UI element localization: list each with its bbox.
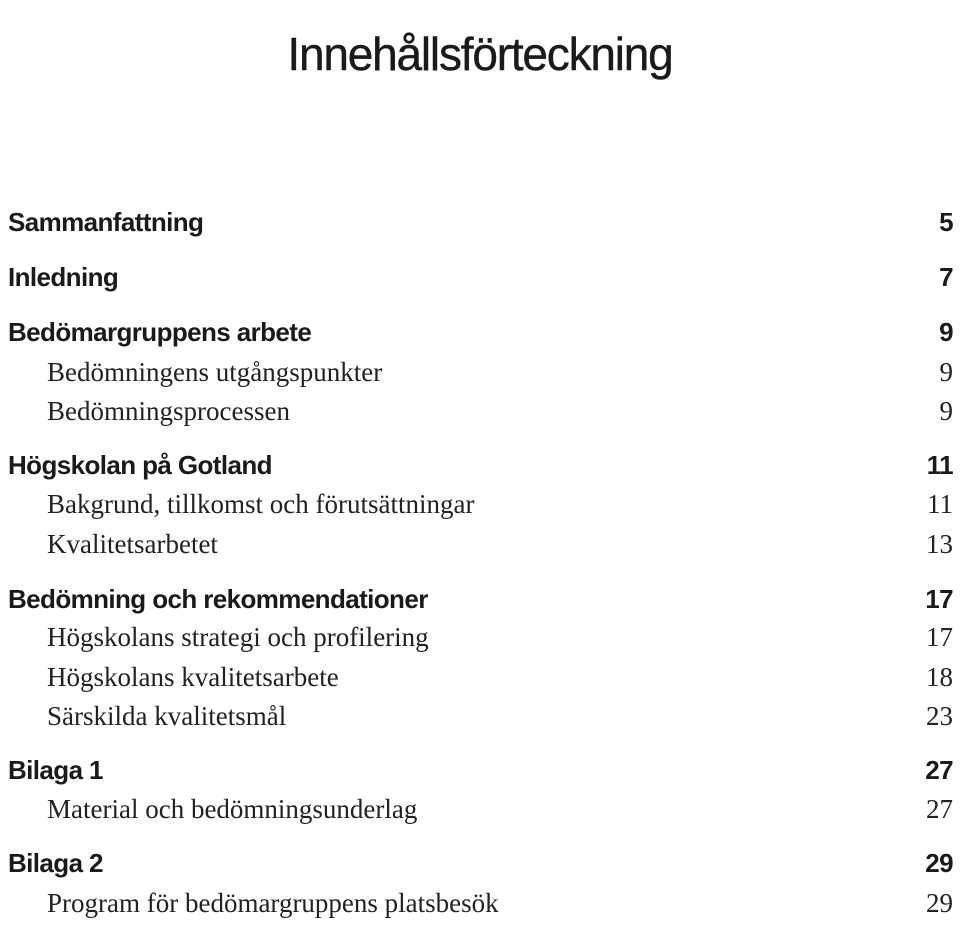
toc-entry-page: 7 [939, 262, 953, 292]
toc-entry-page: 17 [925, 584, 953, 614]
toc-subsection-kvalitetsarbetet[interactable] [47, 529, 953, 559]
toc-entry-label: Bilaga 1 [8, 755, 103, 785]
toc-entry-page: 11 [926, 450, 953, 480]
toc-entry-page: 18 [926, 662, 953, 692]
toc-entry-label: Kvalitetsarbetet [47, 529, 218, 559]
toc-section-bilaga-2[interactable] [8, 848, 953, 878]
toc-subsection-bedomningens-utgangspunkter[interactable] [47, 357, 953, 387]
toc-entry-page: 23 [926, 701, 953, 731]
toc-entry-label: Bedömning och rekommendationer [8, 584, 428, 614]
toc-subsection-strategi-och-profilering[interactable] [47, 622, 953, 652]
toc-section-bedomning-och-rekommendationer[interactable] [8, 584, 953, 614]
toc-section-hogskolan-pa-gotland[interactable] [8, 450, 953, 480]
toc-entry-label: Högskolans strategi och profilering [47, 622, 429, 652]
toc-entry-label: Högskolan på Gotland [8, 450, 272, 480]
toc-subsection-bedomningsprocessen[interactable] [47, 396, 953, 426]
toc-entry-label: Program för bedömargruppens platsbesök [47, 888, 499, 918]
page-title: Innehållsförteckning [287, 27, 673, 80]
toc-entry-label: Bedömningens utgångspunkter [47, 357, 383, 387]
toc-section-inledning[interactable] [8, 262, 953, 292]
toc-entry-page: 29 [926, 888, 953, 918]
toc-entry-page: 17 [926, 622, 953, 652]
toc-entry-label: Bedömningsprocessen [47, 396, 290, 426]
toc-entry-label: Högskolans kvalitetsarbete [47, 662, 339, 692]
toc-subsection-hogskolans-kvalitetsarbete[interactable] [47, 662, 953, 692]
toc-entry-page: 9 [939, 396, 953, 426]
toc-entry-page: 9 [939, 317, 953, 347]
toc-subsection-program-platsbesok[interactable] [47, 888, 953, 918]
toc-entry-page: 13 [926, 529, 953, 559]
toc-entry-page: 27 [925, 755, 953, 785]
toc-entry-page: 5 [939, 207, 953, 237]
toc-entry-label: Sammanfattning [8, 207, 204, 237]
toc-entry-page: 11 [927, 489, 953, 519]
toc-entry-page: 27 [926, 794, 953, 824]
toc-section-bilaga-1[interactable] [8, 755, 953, 785]
toc-section-sammanfattning[interactable] [8, 207, 953, 237]
toc-entry-label: Bilaga 2 [8, 848, 103, 878]
toc-entry-label: Bedömargruppens arbete [8, 317, 312, 347]
toc-entry-page: 9 [939, 357, 953, 387]
toc-subsection-sarskilda-kvalitetsmal[interactable] [47, 701, 953, 731]
toc-section-bedomargruppens-arbete[interactable] [8, 317, 953, 347]
toc-subsection-bakgrund[interactable] [47, 489, 953, 519]
toc-entry-label: Material och bedömningsunderlag [47, 794, 418, 824]
toc-entry-page: 29 [925, 848, 953, 878]
toc-entry-label: Bakgrund, tillkomst och förutsättningar [47, 489, 475, 519]
toc-subsection-material[interactable] [47, 794, 953, 824]
toc-entry-label: Särskilda kvalitetsmål [47, 701, 287, 731]
toc-entry-label: Inledning [8, 262, 119, 292]
